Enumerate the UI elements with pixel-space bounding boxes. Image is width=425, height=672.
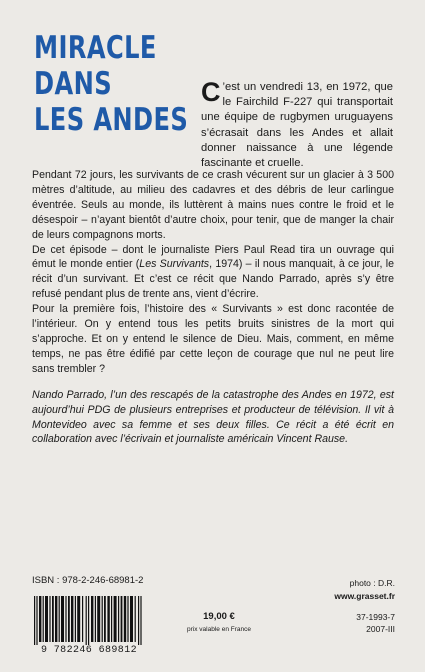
drop-cap: C <box>201 77 221 107</box>
publisher-website: www.grasset.fr <box>334 591 395 601</box>
title-line-3: LES ANDES <box>34 102 189 138</box>
intro-paragraph <box>201 77 393 171</box>
photo-credit: photo : D.R. <box>349 578 395 588</box>
book-reference: Les Survivants <box>139 258 210 271</box>
book-title <box>34 30 188 138</box>
intro-text: ’est un vendredi 13, en 1972, que le Fairchild F-227 qui transportait une équipe de rugbymen uruguayens s’écrasait dans les Andes et allait donner naissance à une légende fascinante et cruelle. <box>201 81 393 170</box>
price: 19,00 € <box>203 611 235 622</box>
body-text <box>32 168 394 447</box>
catalog-code: 37-1993-7 <box>356 612 395 622</box>
paragraph-2 <box>32 243 394 303</box>
price-note: prix valable en France <box>187 626 251 633</box>
barcode-icon <box>30 596 148 652</box>
paragraph-3: Pour la première fois, l’histoire des « Survivants » est donc racontée de l’intérieur. On y entend tous les petits bruits sinistres de la mort qui s’approche. Et on y entend le silence de Dieu. Mais, comment, en même temps, ne pas être édifié par cette leçon de courage que nul ne peut lire sans trembler ? <box>32 303 394 375</box>
paragraph-1: Pendant 72 jours, les survivants de ce crash vécurent sur un glacier à 3 500 mètres d’altitude, au milieu des cadavres et des débris de leur carlingue éventrée. Seuls au monde, ils luttèrent à mains nues contre le froid et le désespoir – n’ayant bientôt d’autre choix, pour tenir, que de manger la chair de leurs compagnons morts. <box>32 169 394 241</box>
barcode-number: 9 782246 689812 <box>30 645 148 656</box>
title-line-1: MIRACLE <box>34 30 157 66</box>
paragraph-2-end: , 1974) – il nous manquait, à ce jour, le récit d’un survivant. Et c’est ce récit que Nando Parrado, après s’y être refusé pendant plus de trente ans, vient d’écrire. <box>32 258 394 301</box>
edition-code: 2007-III <box>366 624 395 634</box>
paragraph-2-start: De cet épisode – dont le journaliste Piers Paul Read tira un ouvrage qui émut le monde entier ( <box>32 243 394 271</box>
isbn: ISBN : 978-2-246-68981-2 <box>32 575 144 586</box>
author-note: Nando Parrado, l’un des rescapés de la catastrophe des Andes en 1972, est aujourd’hui PDG de plusieurs entreprises et producteur de télévision. Il vit à Montevideo avec sa femme et ses deux filles. Ce récit a été écrit en collaboration avec l’écrivain et journaliste américain Vincent Rause. <box>32 388 394 446</box>
title-line-2: DANS <box>34 66 112 102</box>
